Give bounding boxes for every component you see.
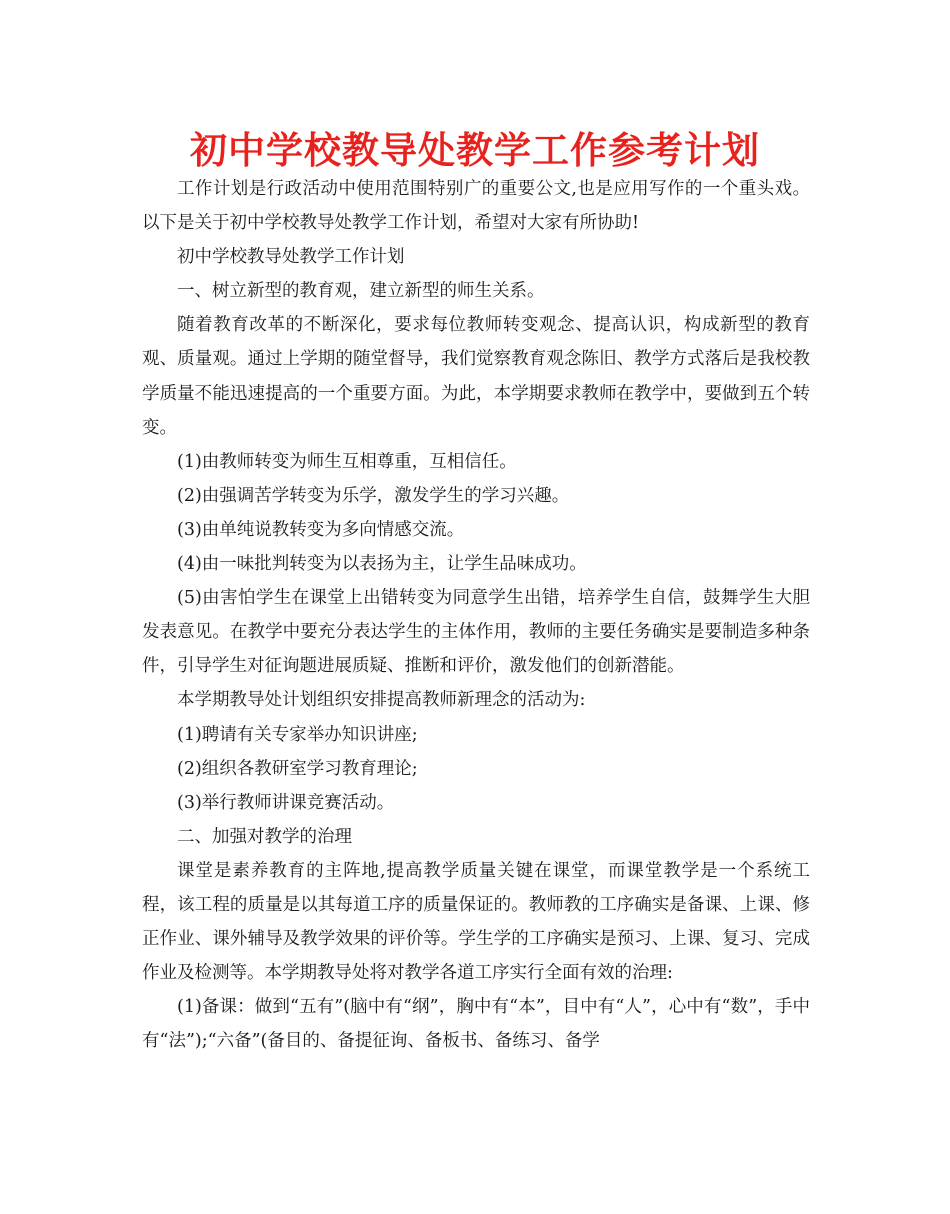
list-item: (3)由单纯说教转变为多向情感交流。 xyxy=(177,519,465,540)
paragraph: 初中学校教导处教学工作计划 xyxy=(177,247,405,268)
list-item: (1)聘请有关专家举办知识讲座; xyxy=(177,724,418,745)
paragraph: 随着教育改革的不断深化，要求每位教师转变观念、提高认识，构成新型的教育观、质量观。通过上学期的随堂督导，我们觉察教育观念陈旧、教学方式落后是我校教学质量不能迅速提高的一个重要方面。为此，本学期要求教师在教学中，要做到五个转变。 xyxy=(142,315,810,438)
paragraph: 本学期教导处计划组织安排提高教师新理念的活动为: xyxy=(177,690,586,711)
paragraph: 课堂是素养教育的主阵地,提高教学质量关键在课堂，而课堂教学是一个系统工程，该工程的质量是以其每道工序的质量保证的。教师教的工序确实是备课、上课、修正作业、课外辅导及教学效果的评价等。学生学的工序确实是预习、上课、复习、完成作业及检测等。本学期教导处将对教学各道工序实行全面有效的治理: xyxy=(142,860,810,984)
paragraph: 工作计划是行政活动中使用范围特别广的重要公文,也是应用写作的一个重头戏。以下是关于初中学校教导处教学工作计划，希望对大家有所协助! xyxy=(142,179,810,234)
section-heading: 二、加强对教学的治理 xyxy=(177,826,352,847)
list-item: (4)由一味批判转变为以表扬为主，让学生品味成功。 xyxy=(177,554,587,575)
list-item: (1)由教师转变为师生互相尊重，互相信任。 xyxy=(177,451,517,472)
section-heading: 一、树立新型的教育观，建立新型的师生关系。 xyxy=(177,281,545,302)
list-item: (3)举行教师讲课竞赛活动。 xyxy=(177,792,395,813)
list-item: (1)备课：做到“五有”(脑中有“纲”，胸中有“本”，目中有“人”，心中有“数”，手中有“法”);“六备”(备目的、备提征询、备板书、备练习、备学 xyxy=(142,997,810,1052)
list-item: (2)由强调苦学转变为乐学，激发学生的学习兴趣。 xyxy=(177,485,570,506)
document-body xyxy=(142,172,810,1058)
list-item: (2)组织各教研室学习教育理论; xyxy=(177,758,418,779)
list-item: (5)由害怕学生在课堂上出错转变为同意学生出错，培养学生自信，鼓舞学生大胆发表意见。在教学中要充分表达学生的主体作用，教师的主要任务确实是要制造多种条件，引导学生对征询题进展质疑、推断和评价，激发他们的创新潜能。 xyxy=(142,588,810,677)
document-title: 初中学校教导处教学工作参考计划 xyxy=(190,128,760,172)
